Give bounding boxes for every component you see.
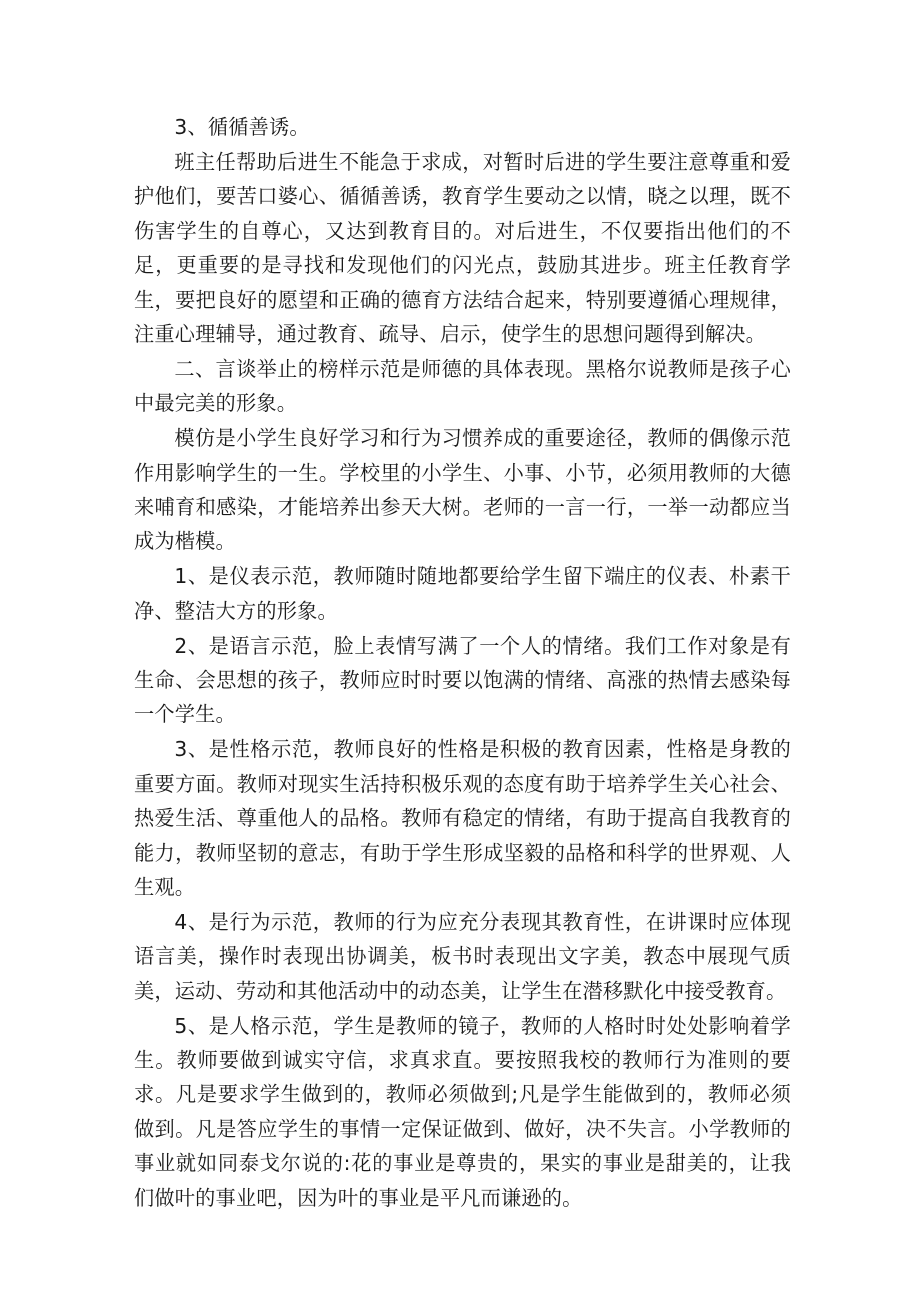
paragraph-item-3-heading: 3、循循善诱。 <box>174 115 310 139</box>
document-body <box>134 110 791 1216</box>
paragraph-section-two-heading: 二、言谈举止的榜样示范是师德的具体表现。黑格尔说教师是孩子心中最完美的形象。 <box>134 356 791 416</box>
paragraph-character-example: 3、是性格示范，教师良好的性格是积极的教育因素，性格是身教的重要方面。教师对现实生活持积极乐观的态度有助于培养学生关心社会、热爱生活、尊重他人的品格。教师有稳定的情绪，有助于提高自我教育的能力，教师坚韧的意志，有助于学生形成坚毅的品格和科学的世界观、人生观。 <box>134 737 791 899</box>
paragraph-language-example: 2、是语言示范，脸上表情写满了一个人的情绪。我们工作对象是有生命、会思想的孩子，教师应时时要以饱满的情绪、高涨的热情去感染每一个学生。 <box>134 633 791 727</box>
paragraph-appearance-example: 1、是仪表示范，教师随时随地都要给学生留下端庄的仪表、朴素干净、整洁大方的形象。 <box>134 564 791 623</box>
paragraph-patient-guidance: 班主任帮助后进生不能急于求成，对暂时后进的学生要注意尊重和爱护他们，要苦口婆心、循循善诱，教育学生要动之以情，晓之以理，既不伤害学生的自尊心，又达到教育目的。对后进生，不仅要指出他们的不足，更重要的是寻找和发现他们的闪光点，鼓励其进步。班主任教育学生，要把良好的愿望和正确的德育方法结合起来，特别要遵循心理规律，注重心理辅导，通过教育、疏导、启示，使学生的思想问题得到解决。 <box>134 149 791 346</box>
paragraph-behavior-example: 4、是行为示范，教师的行为应充分表现其教育性，在讲课时应体现语言美，操作时表现出协调美，板书时表现出文字美，教态中展现气质美，运动、劳动和其他活动中的动态美，让学生在潜移默化中接受教育。 <box>134 909 791 1003</box>
paragraph-personality-example: 5、是人格示范，学生是教师的镜子，教师的人格时时处处影响着学生。教师要做到诚实守信，求真求直。要按照我校的教师行为准则的要求。凡是要求学生做到的，教师必须做到;凡是学生能做到的，教师必须做到。凡是答应学生的事情一定保证做到、做好，决不失言。小学教师的事业就如同泰戈尔说的:花的事业是尊贵的，果实的事业是甜美的，让我们做叶的事业吧，因为叶的事业是平凡而谦逊的。 <box>134 1013 791 1210</box>
paragraph-imitation: 模仿是小学生良好学习和行为习惯养成的重要途径，教师的偶像示范作用影响学生的一生。学校里的小学生、小事、小节，必须用教师的大德来哺育和感染，才能培养出参天大树。老师的一言一行，一举一动都应当成为楷模。 <box>134 426 791 554</box>
